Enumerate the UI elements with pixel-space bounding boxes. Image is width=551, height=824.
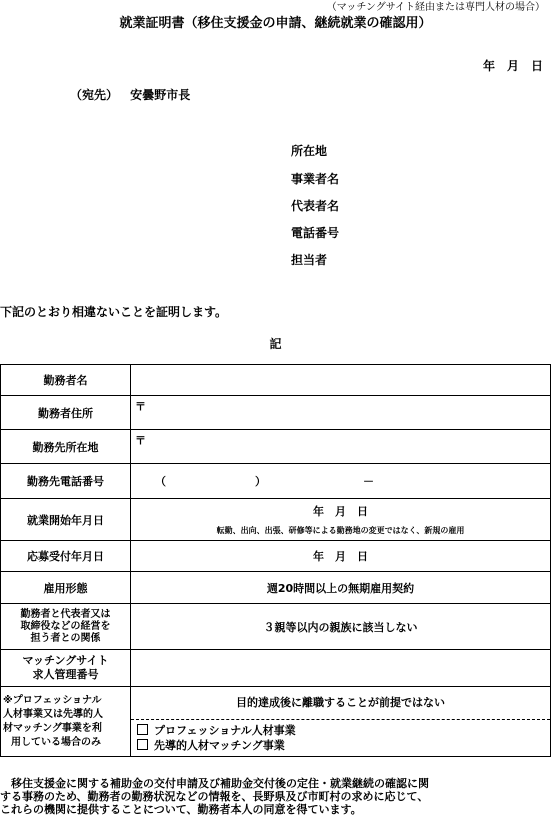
professional-label <box>1 687 131 757</box>
workplace-address-label: 勤務先所在地 <box>1 430 131 464</box>
professional-value: 目的達成後に離職することが前提ではない <box>236 696 445 709</box>
employment-type-value: 週20時間以上の無期雇用契約 <box>131 572 551 604</box>
phone-dash: － <box>363 475 374 488</box>
matching-number-label <box>1 650 131 687</box>
row-application-date <box>1 541 551 572</box>
row-employee-name <box>1 365 551 396</box>
workplace-address-field[interactable] <box>131 430 551 464</box>
ki-marker: 記 <box>269 337 282 351</box>
employee-name-label: 勤務者名 <box>1 365 131 396</box>
relation-label-line: 勤務者と代表者又は <box>20 608 111 620</box>
employee-address-field[interactable] <box>131 396 551 430</box>
professional-field <box>131 687 551 757</box>
start-date-note: 転勤、出向、出張、研修等による勤務地の変更ではなく、新規の雇用 <box>216 526 465 535</box>
issuer-phone-label: 電話番号 <box>291 226 340 240</box>
row-employee-address <box>1 396 551 430</box>
recipient-prefix: （宛先） <box>70 88 119 102</box>
issuer-address-label: 所在地 <box>291 144 328 158</box>
consent-line: これらの機関に提供することについて、勤務者本人の同意を得ています。 <box>0 803 362 816</box>
postal-mark: 〒 <box>135 400 146 413</box>
document-title: 就業証明書（移住支援金の申請、継続就業の確認用） <box>119 16 432 31</box>
checkbox-icon[interactable] <box>137 739 148 750</box>
matching-label-line: マッチングサイト <box>22 654 109 667</box>
phone-close-paren: ） <box>255 475 266 488</box>
consent-line: 移住支援金に関する補助金の交付申請及び補助金交付後の定住・就業継続の確認に関 <box>0 777 429 790</box>
application-date-field[interactable]: 年 月 日 <box>131 541 551 572</box>
consent-statement <box>0 777 551 816</box>
row-relation <box>1 604 551 650</box>
row-workplace-phone <box>1 464 551 499</box>
relation-label <box>1 604 131 650</box>
issue-date: 年 月 日 <box>482 59 543 73</box>
row-professional <box>1 687 551 757</box>
employee-name-field[interactable] <box>131 365 551 396</box>
consent-line: する事務のため、勤務者の勤務状況などの情報を、長野県及び市町村の求めに応じて、 <box>0 790 429 803</box>
application-date-label: 応募受付年月日 <box>1 541 131 572</box>
matching-number-field[interactable] <box>131 650 551 687</box>
relation-value: ３親等以内の親族に該当しない <box>131 604 551 650</box>
option-leading-matching[interactable] <box>131 738 550 753</box>
recipient <box>70 86 190 103</box>
option-leading-matching-label: 先導的人材マッチング事業 <box>154 739 285 752</box>
dashed-divider <box>131 719 550 720</box>
checkbox-icon[interactable] <box>137 724 148 735</box>
option-professional-label: プロフェッショナル人材事業 <box>154 724 296 737</box>
issuer-representative-label: 代表者名 <box>291 199 340 213</box>
professional-label-line: 用している場合のみ <box>11 736 101 748</box>
relation-label-line: 担う者との関係 <box>30 632 101 644</box>
row-employment-type <box>1 572 551 604</box>
phone-open-paren: （ <box>155 475 166 488</box>
issuer-business-name-label: 事業者名 <box>291 172 340 186</box>
certify-statement: 下記のとおり相違ないことを証明します。 <box>0 305 228 319</box>
employment-type-label: 雇用形態 <box>1 572 131 604</box>
row-workplace-address <box>1 430 551 464</box>
recipient-name: 安曇野市長 <box>130 88 191 102</box>
relation-label-line: 取締役などの経営を <box>20 620 111 632</box>
start-date-field[interactable] <box>131 499 551 541</box>
employment-form-table <box>0 364 551 757</box>
issuer-contact-label: 担当者 <box>291 253 328 267</box>
start-date-value: 年 月 日 <box>313 505 368 518</box>
matching-label-line: 求人管理番号 <box>32 668 99 681</box>
professional-label-line: 材マッチング事業を利 <box>3 722 102 734</box>
row-matching-number <box>1 650 551 687</box>
row-start-date <box>1 499 551 541</box>
start-date-label: 就業開始年月日 <box>1 499 131 541</box>
workplace-phone-field[interactable] <box>131 464 551 499</box>
option-professional[interactable] <box>131 723 550 738</box>
professional-label-line: 人材事業又は先導的人 <box>3 708 103 720</box>
postal-mark: 〒 <box>135 434 146 447</box>
workplace-phone-label: 勤務先電話番号 <box>1 464 131 499</box>
header-note: （マッチングサイト経由または専門人材の場合） <box>326 2 545 13</box>
employee-address-label: 勤務者住所 <box>1 396 131 430</box>
professional-label-line: ※プロフェッショナル <box>3 694 102 706</box>
